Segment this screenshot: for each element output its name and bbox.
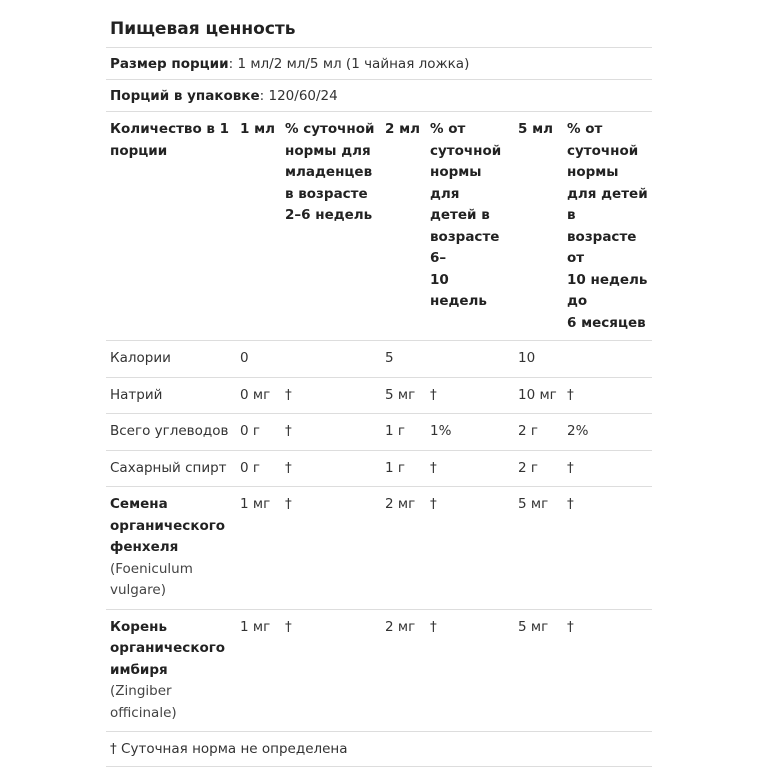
amount-cell: 10 — [514, 341, 563, 378]
daily-value-cell: † — [426, 487, 514, 610]
daily-value-cell: † — [426, 377, 514, 414]
amount-cell: 1 мг — [236, 609, 281, 732]
nutrition-facts-panel — [106, 14, 652, 767]
daily-value-cell: † — [281, 450, 381, 487]
daily-value-cell: † — [281, 377, 381, 414]
nutrient-name-cell — [106, 450, 236, 487]
amount-cell: 1 мг — [236, 487, 281, 610]
amount-cell: 2 мг — [381, 487, 426, 610]
amount-cell: 1 г — [381, 414, 426, 451]
header-amount: Количество в 1 порции — [106, 112, 236, 341]
amount-cell: 5 мг — [381, 377, 426, 414]
table-row — [106, 487, 652, 610]
daily-value-cell: † — [563, 487, 652, 610]
daily-value-cell — [426, 341, 514, 378]
amount-cell: 0 г — [236, 414, 281, 451]
amount-cell: 10 мг — [514, 377, 563, 414]
servings-per-container-row — [106, 80, 652, 112]
daily-value-cell: † — [426, 450, 514, 487]
nutrient-name: Натрий — [110, 386, 163, 403]
daily-value-cell: † — [563, 609, 652, 732]
nutrient-latin-name: (Zingiber officinale) — [110, 683, 177, 721]
servings-per-container-value: 120/60/24 — [268, 88, 338, 104]
footnote: † Суточная норма не определена — [106, 732, 652, 767]
servings-per-container-label: Порций в упаковке — [110, 88, 260, 104]
daily-value-cell: † — [281, 609, 381, 732]
header-col1: 1 мл — [236, 112, 281, 341]
amount-cell: 5 мг — [514, 609, 563, 732]
daily-value-cell: 1% — [426, 414, 514, 451]
nutrient-name-cell — [106, 609, 236, 732]
nutrition-table — [106, 112, 652, 767]
nutrient-name: Корень органического имбиря — [110, 618, 226, 678]
nutrient-name-cell — [106, 487, 236, 610]
serving-size-label: Размер порции — [110, 56, 229, 72]
nutrient-name-cell — [106, 377, 236, 414]
nutrient-name-cell — [106, 414, 236, 451]
table-row — [106, 609, 652, 732]
header-col2-dv: % от суточной нормы для детей в возрасте 6– 10 недель — [426, 112, 514, 341]
header-col3-dv: % от суточной нормы для детей в возрасте от 10 недель до 6 месяцев — [563, 112, 652, 341]
daily-value-cell: † — [426, 609, 514, 732]
amount-cell: 5 — [381, 341, 426, 378]
nutrient-name: Калории — [110, 350, 171, 366]
amount-cell: 2 г — [514, 414, 563, 451]
amount-cell: 2 г — [514, 450, 563, 487]
nutrient-name: Семена органического фенхеля — [110, 496, 226, 555]
table-row — [106, 341, 652, 378]
nutrient-name: Всего углеводов — [110, 423, 229, 439]
amount-cell: 0 г — [236, 450, 281, 487]
amount-cell: 5 мг — [514, 487, 563, 610]
daily-value-cell: 2% — [563, 414, 652, 451]
daily-value-cell: † — [563, 377, 652, 414]
amount-cell: 1 г — [381, 450, 426, 487]
table-header-row — [106, 112, 652, 341]
header-col2: 2 мл — [381, 112, 426, 341]
nutrient-name: Сахарный спирт — [110, 459, 227, 476]
nutrient-name-cell — [106, 341, 236, 378]
daily-value-cell: † — [281, 414, 381, 451]
serving-size-row — [106, 48, 652, 80]
nutrient-latin-name: (Foeniculum vulgare) — [110, 560, 193, 598]
panel-title: Пищевая ценность — [106, 14, 652, 48]
amount-cell: 0 мг — [236, 377, 281, 414]
colon: : — [259, 88, 265, 104]
amount-cell: 2 мг — [381, 609, 426, 732]
daily-value-cell: † — [563, 450, 652, 487]
serving-size-value: 1 мл/2 мл/5 мл (1 чайная ложка) — [237, 56, 470, 72]
header-col1-dv: % суточной нормы для младенцев в возрасте 2–6 недель — [281, 112, 381, 341]
daily-value-cell — [281, 341, 381, 378]
amount-cell: 0 — [236, 341, 281, 378]
table-row — [106, 377, 652, 414]
colon: : — [228, 56, 234, 72]
daily-value-cell: † — [281, 487, 381, 610]
header-col3: 5 мл — [514, 112, 563, 341]
daily-value-cell — [563, 341, 652, 378]
table-row — [106, 450, 652, 487]
table-row — [106, 414, 652, 451]
